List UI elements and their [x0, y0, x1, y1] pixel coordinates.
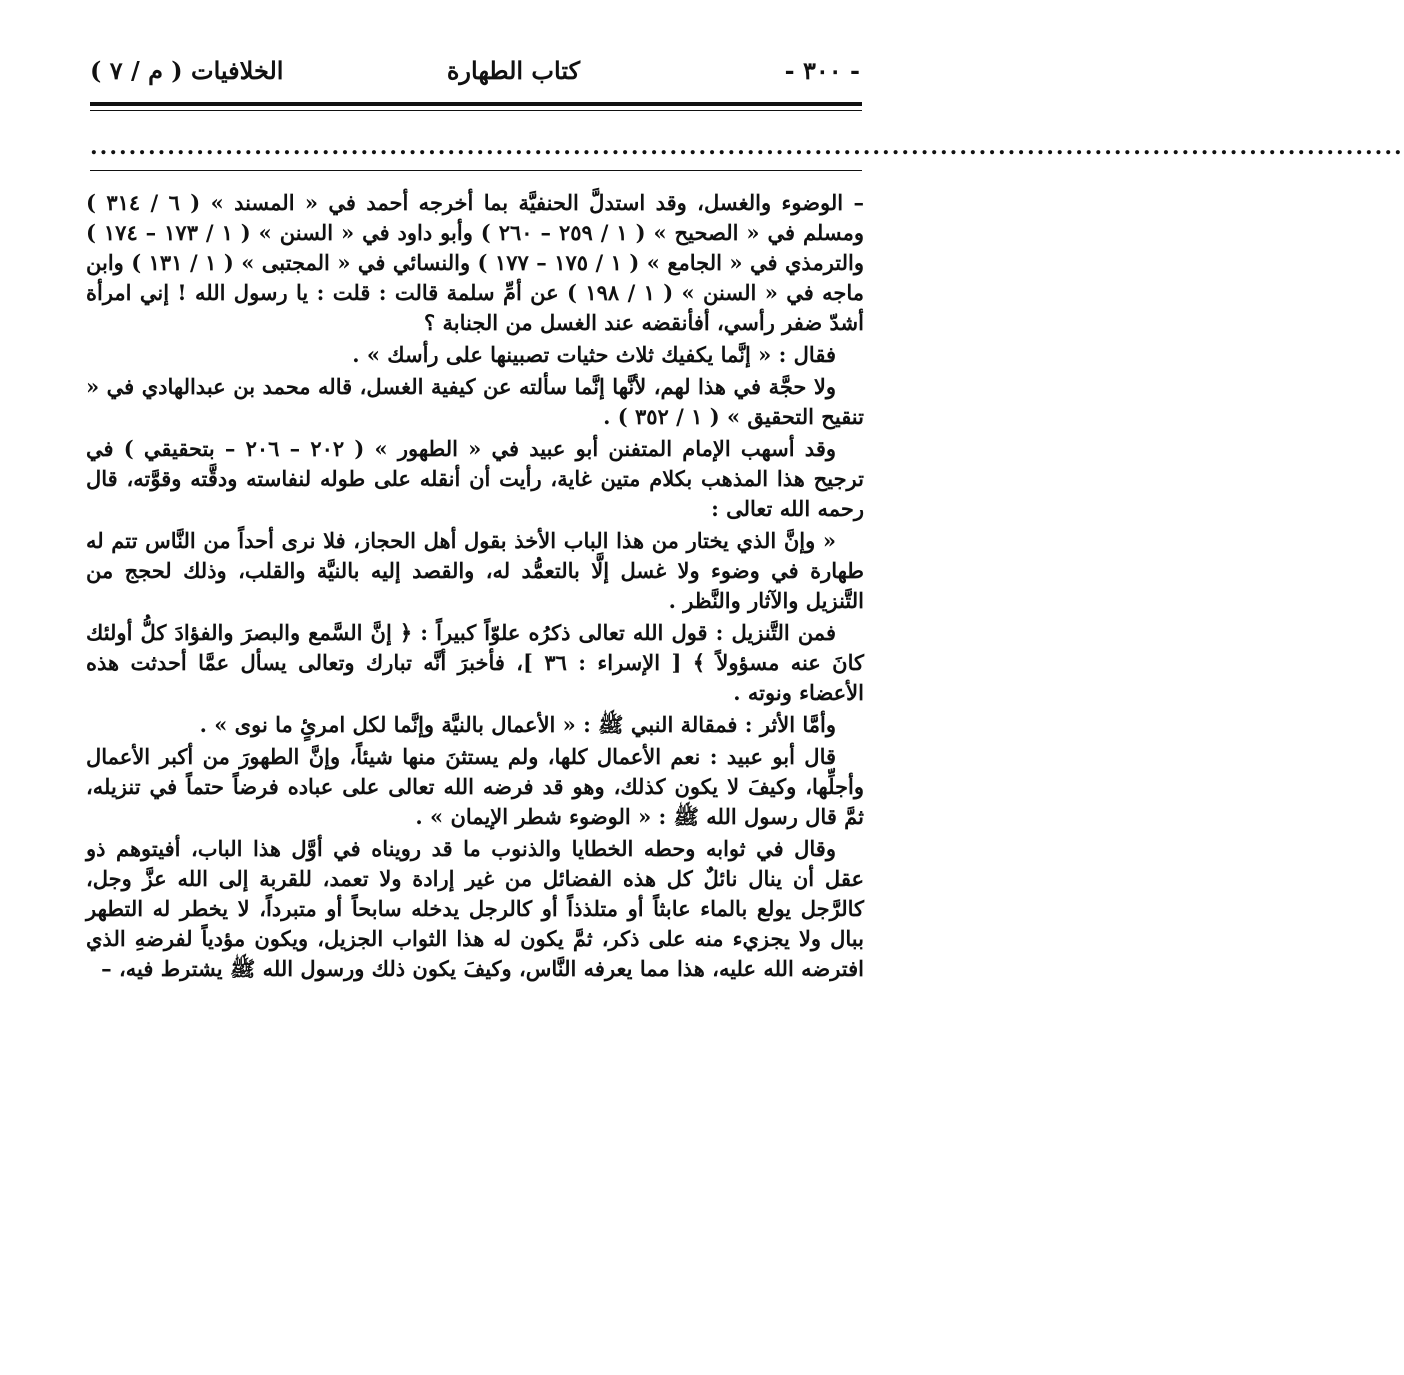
paragraph-quote-start: « وإنَّ الذي يختار من هذا الباب الأخذ بقول أهل الحجاز، فلا نرى أحداً من النَّاس تتم له طهارة في وضوء ولا غسل إلَّا بالتعمُّد له، والقصد إليه بالنيَّة والقلب، وذلك لحجج من التَّنزيل والآثار والنَّظر . — [86, 528, 864, 613]
page-body — [86, 188, 864, 986]
header-title: كتاب الطهارة — [446, 56, 580, 85]
header-rule-thick — [90, 102, 862, 106]
footnote-separator-line — [90, 170, 862, 171]
running-header — [90, 56, 860, 96]
paragraph-hadith: فقال : « إنَّما يكفيك ثلاث حثيات تصبينها على رأسك » . — [352, 342, 836, 367]
paragraph-abu-ubaid-intro: وقد أسهب الإمام المتفنن أبو عبيد في « الطهور » ( ٢٠٢ – ٢٠٦ – بتحقيقي ) في ترجيح هذا المذهب بكلام متين غاية، رأيت أن أنقله على طوله لنفاسته ودقَّته وقوَّته، قال رحمه الله تعالى : — [86, 436, 864, 521]
paragraph-tanzil: فمن التَّنزيل : قول الله تعالى ذكرُه علوّاً كبيراً : ﴿ إنَّ السَّمع والبصرَ والفؤادَ كلُّ أولئك كانَ عنه مسؤولاً ﴾ [ الإسراء : ٣٦ ]، فأخبرَ أنَّه تبارك وتعالى يسأل عمَّا أحدثت هذه الأعضاء ونوته . — [86, 620, 865, 705]
separator-dots: ........................................................................................................................................ — [90, 134, 1404, 160]
header-subtitle: الخلافيات ( م / ٧ ) — [90, 56, 284, 85]
paragraph-athar: وأمَّا الأثر : فمقالة النبي ﷺ : « الأعمال بالنيَّة وإنَّما لكل امرئٍ ما نوى » . — [199, 712, 836, 737]
page-number: - ٣٠٠ - — [784, 56, 860, 85]
paragraph-abu-ubaid-comment: قال أبو عبيد : نعم الأعمال كلها، ولم يستثنَ منها شيئاً، وإنَّ الطهورَ من أكبر الأعمال وأجلِّها، وكيفَ لا يكون كذلك، وهو قد فرضه الله تعالى على عباده فرضاً حتماً في تنزيله، ثمَّ قال رسول الله ﷺ : « الوضوء شطر الإيمان » . — [86, 744, 864, 829]
header-rule-thin — [90, 110, 862, 111]
paragraph-reward: وقال في ثوابه وحطه الخطايا والذنوب ما قد رويناه في أوَّل هذا الباب، أفيتوهم ذو عقل أن ينال نائلٌ كل هذه الفضائل من غير إرادة ولا تعمد، للقربة إلى الله عزَّ وجل، كالرَّجل يولع بالماء عابثاً أو متلذذاً أو كالرجل يدخله سابحاً أو متبرداً، لا يخطر له التطهر ببال ولا يجزيء منه على ذكر، ثمَّ يكون له هذا الثواب الجزيل، ويكون مؤدياً لفرضهِ الذي افترضه الله عليه، هذا مما يعرفه النَّاس، وكيفَ يكون ذلك ورسول الله ﷺ يشترط فيه، – — [86, 836, 864, 981]
paragraph-rebuttal: ولا حجَّة في هذا لهم، لأنَّها إنَّما سألته عن كيفية الغسل، قاله محمد بن عبدالهادي في « تنقيح التحقيق » ( ١ / ٣٥٢ ) . — [86, 374, 864, 429]
paragraph-footnote-continuation: – الوضوء والغسل، وقد استدلَّ الحنفيَّة بما أخرجه أحمد في « المسند » ( ٦ / ٣١٤ ) ومسلم في « الصحيح » ( ١ / ٢٥٩ – ٢٦٠ ) وأبو داود في « السنن » ( ١ / ١٧٣ – ١٧٤ ) والترمذي في « الجامع » ( ١ / ١٧٥ – ١٧٧ ) والنسائي في « المجتبى » ( ١ / ١٣١ ) وابن ماجه في « السنن » ( ١ / ١٩٨ ) عن أمِّ سلمة قالت : قلت : يا رسول الله ! إني امرأة أشدّ ضفر رأسي، أفأنقضه عند الغسل من الجنابة ؟ — [86, 190, 865, 335]
